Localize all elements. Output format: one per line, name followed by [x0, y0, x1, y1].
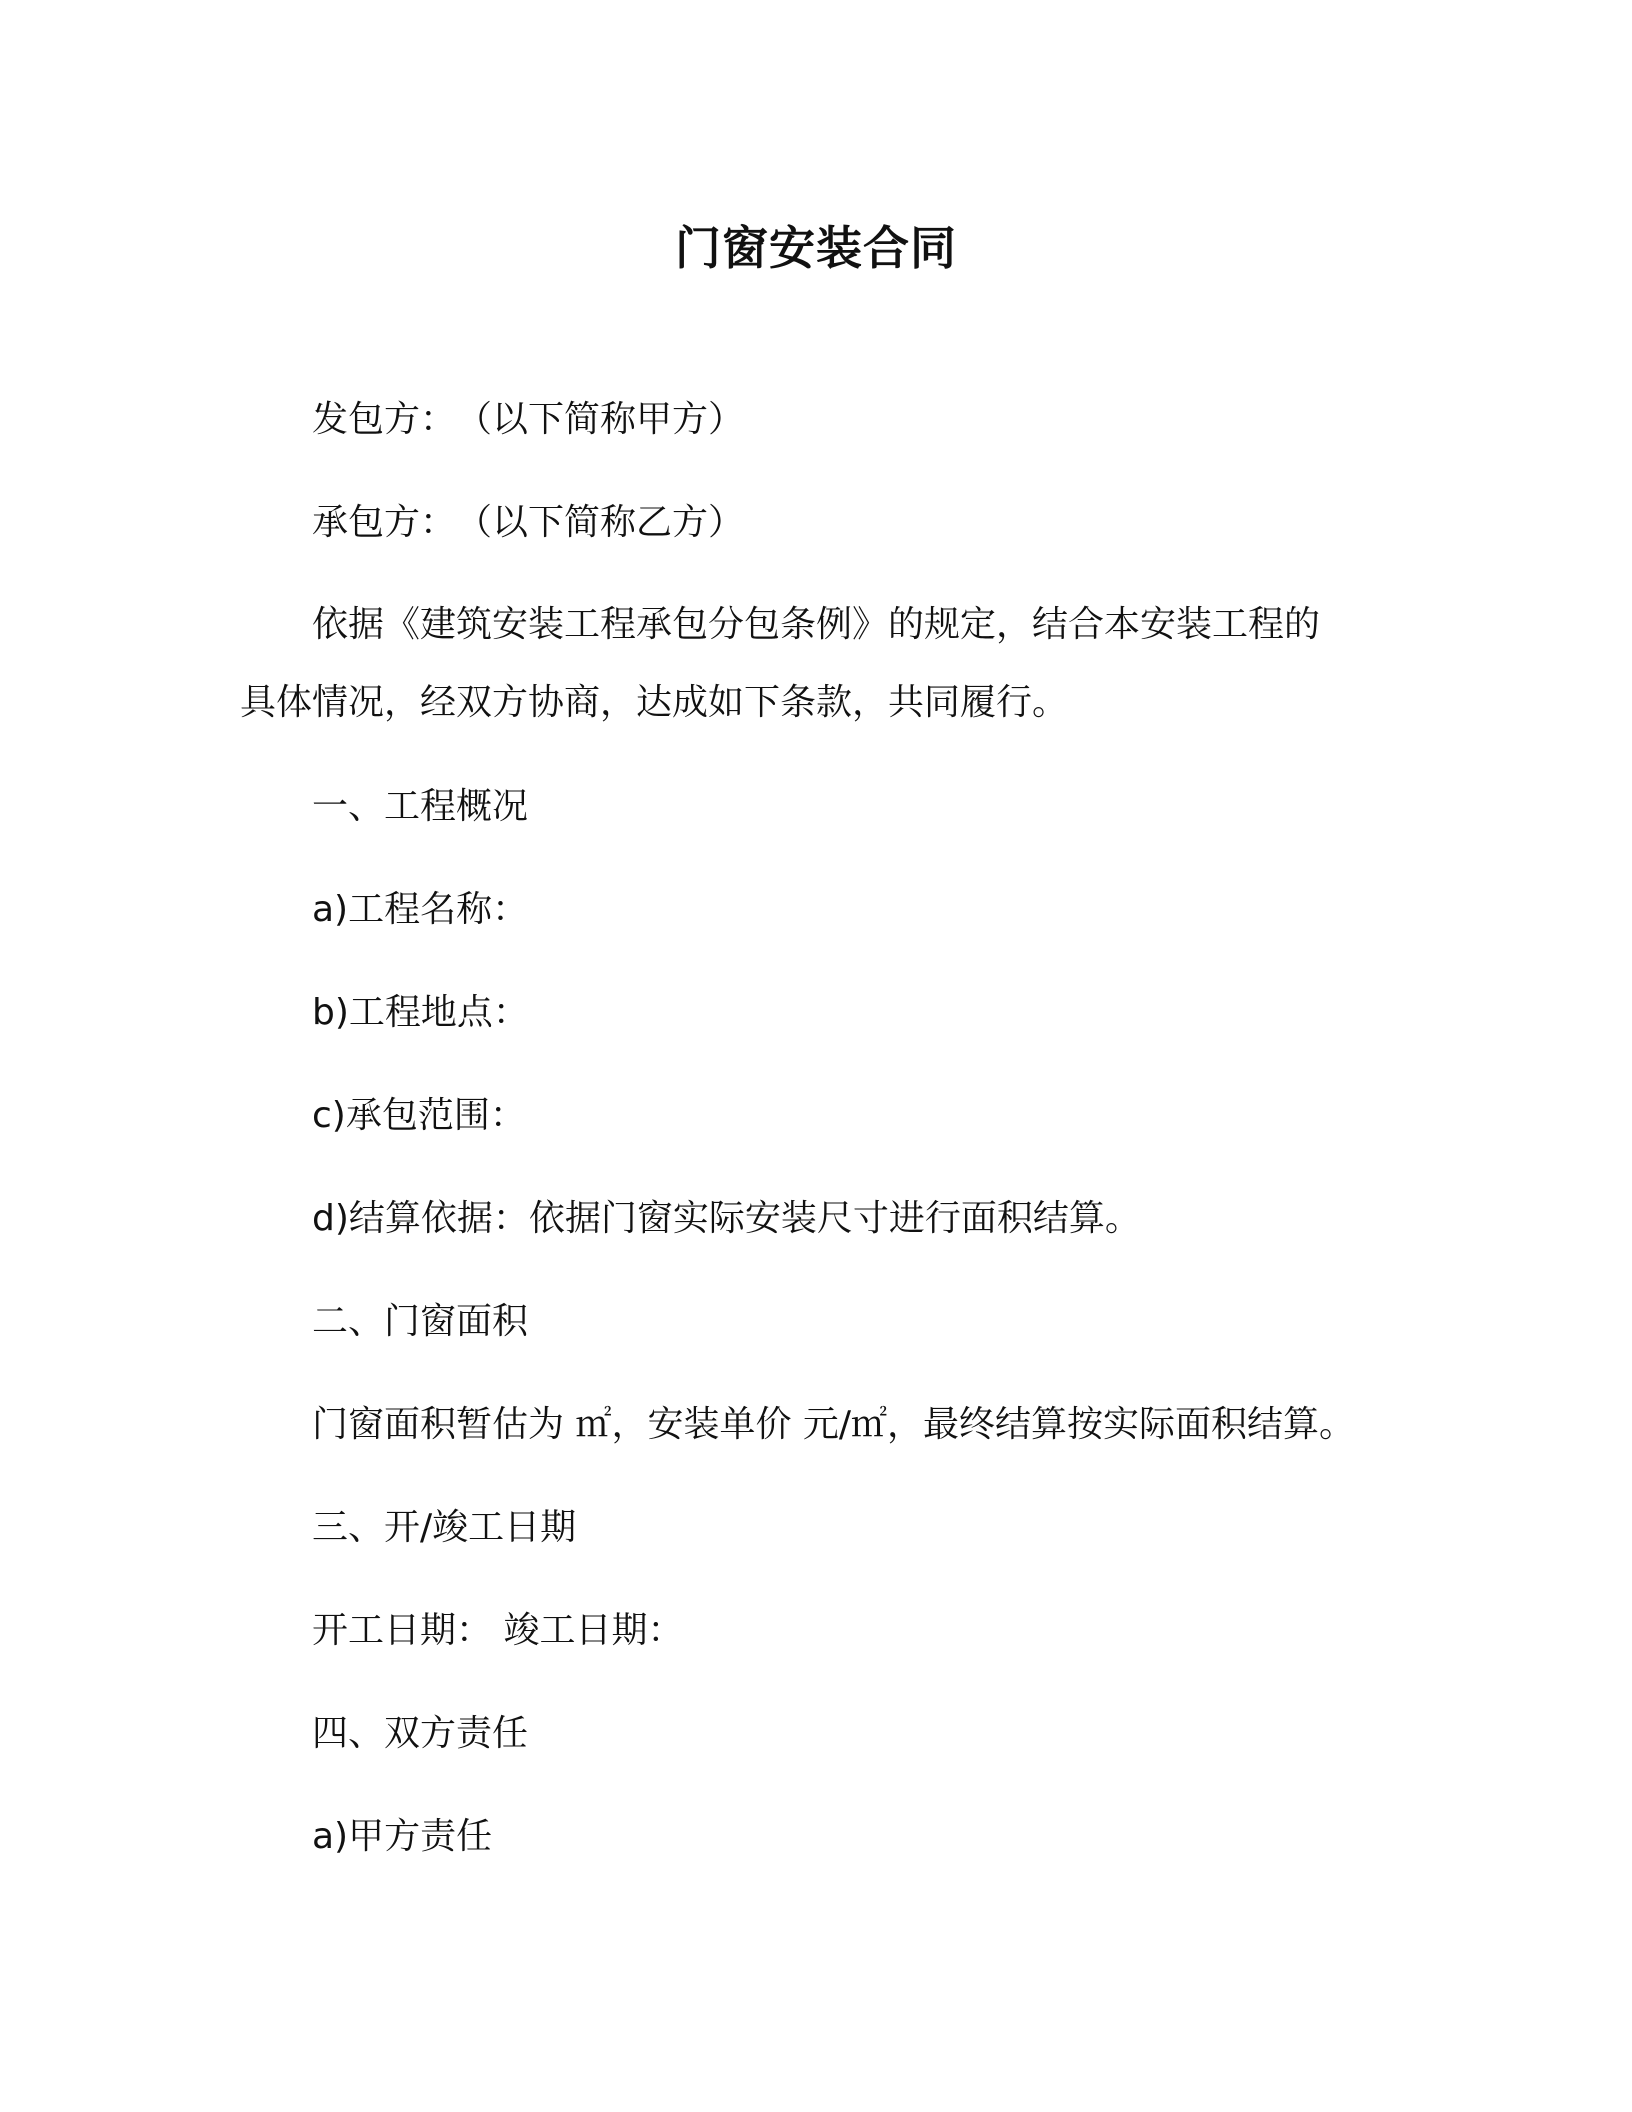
preamble-line-1: 依据《建筑安装工程承包分包条例》的规定，结合本安装工程的 [312, 604, 1321, 645]
project-location-line: b)工程地点： [312, 992, 529, 1033]
party-a-line: 发包方： （以下简称甲方） [312, 399, 745, 440]
section-2-heading: 二、门窗面积 [312, 1301, 529, 1342]
party-a-duties-heading: a)甲方责任 [312, 1816, 493, 1857]
settlement-basis-line: d)结算依据：依据门窗实际安装尺寸进行面积结算。 [312, 1198, 1141, 1239]
preamble-line-2: 具体情况，经双方协商，达成如下条款，共同履行。 [240, 682, 1069, 723]
dates-line: 开工日期： 竣工日期： [312, 1610, 684, 1651]
project-name-line: a)工程名称： [312, 889, 529, 930]
section-3-heading: 三、开/竣工日期 [312, 1507, 577, 1548]
section-4-heading: 四、双方责任 [312, 1713, 529, 1754]
section-1-heading: 一、工程概况 [312, 786, 529, 827]
area-price-line: 门窗面积暂估为 ㎡，安装单价 元/㎡，最终结算按实际面积结算。 [312, 1404, 1356, 1445]
party-b-line: 承包方： （以下简称乙方） [312, 502, 745, 543]
document-title: 门窗安装合同 [675, 221, 957, 275]
contract-scope-line: c)承包范围： [312, 1095, 526, 1136]
